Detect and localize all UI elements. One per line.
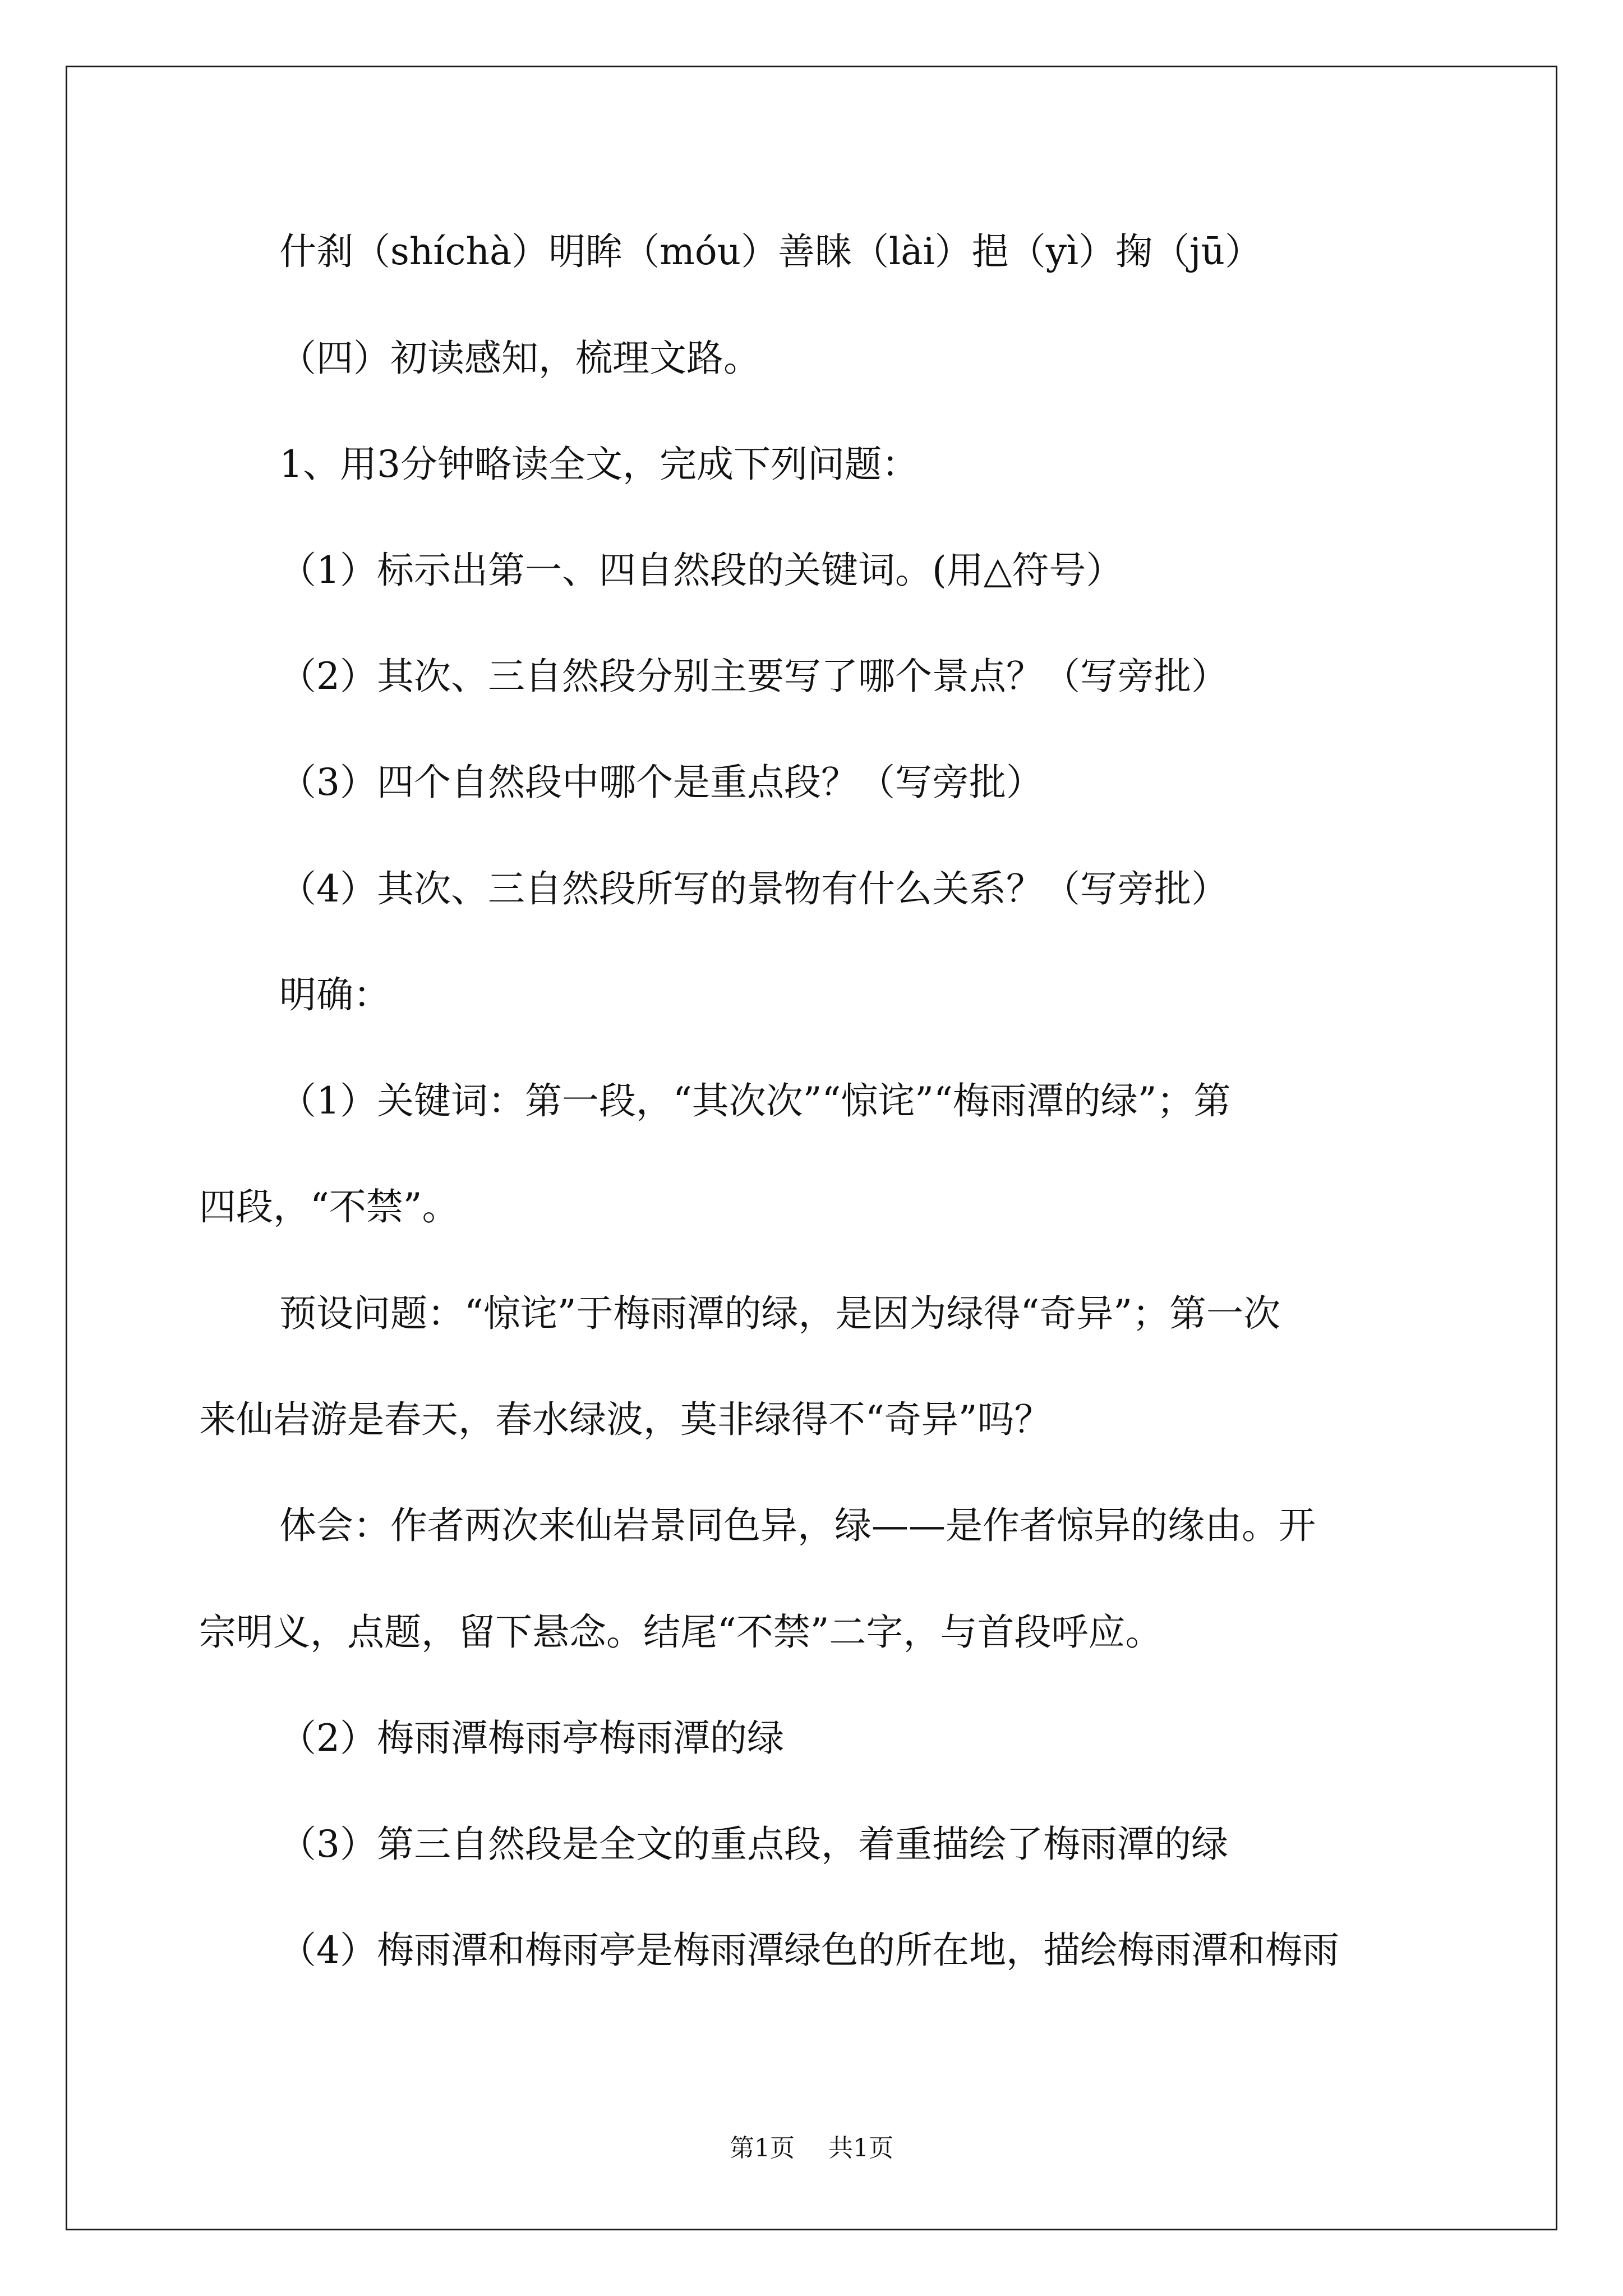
task-intro: 1、用3分钟略读全文，完成下列问题： (279, 443, 919, 486)
answer-1-line-1: （1）关键词：第一段，“其次次”“惊诧”“梅雨潭的绿”；第 (279, 1079, 1231, 1122)
answer-2: （2）梅雨潭梅雨亭梅雨潭的绿 (279, 1717, 784, 1760)
preset-question-line-2: 来仙岩游是春天，春水绿波，莫非绿得不“奇异”吗？ (199, 1398, 1052, 1441)
question-2: （2）其次、三自然段分别主要写了哪个景点？（写旁批） (279, 655, 1228, 698)
answer-4: （4）梅雨潭和梅雨亭是梅雨潭绿色的所在地，描绘梅雨潭和梅雨 (279, 1929, 1339, 1972)
page-footer (0, 2132, 1623, 2165)
question-3: （3）四个自然段中哪个是重点段？（写旁批） (279, 761, 1043, 804)
page-number: 第1页 (730, 2134, 795, 2162)
page-total: 共1页 (828, 2134, 893, 2162)
question-4: （4）其次、三自然段所写的景物有什么关系？（写旁批） (279, 867, 1228, 910)
insight-line-2: 宗明义，点题，留下悬念。结尾“不禁”二字，与首段呼应。 (199, 1611, 1163, 1654)
insight-line-1: 体会：作者两次来仙岩景同色异，绿——是作者惊异的缘由。开 (279, 1504, 1316, 1547)
answer-heading: 明确： (279, 973, 390, 1016)
answer-1-line-2: 四段，“不禁”。 (199, 1185, 459, 1228)
page-border (66, 66, 1557, 2230)
preset-question-line-1: 预设问题：“惊诧”于梅雨潭的绿，是因为绿得“奇异”；第一次 (279, 1292, 1280, 1335)
question-1: （1）标示出第一、四自然段的关键词。(用△符号） (279, 549, 1123, 592)
section-heading: （四）初读感知，梳理文路。 (279, 337, 760, 380)
pinyin-line: 什刹（shíchà）明眸（móu）善睐（lài）挹（yì）掬（jū） (279, 230, 1262, 273)
answer-3: （3）第三自然段是全文的重点段，着重描绘了梅雨潭的绿 (279, 1823, 1228, 1866)
